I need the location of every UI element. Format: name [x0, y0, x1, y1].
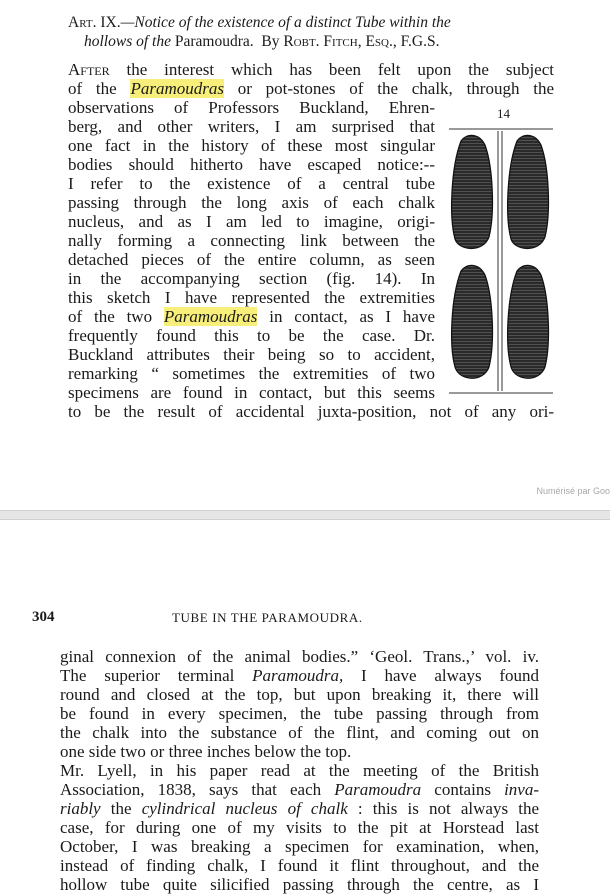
- article-heading-line-2: [84, 32, 439, 51]
- text-line: berg, and other writers, I am surprised that: [68, 117, 435, 136]
- text-line: be found in every specimen, the tube passing through from: [60, 704, 539, 723]
- page-separator: [0, 510, 610, 520]
- article-heading-line-1: [68, 13, 451, 32]
- text-line: Association, 1838, says that each Paramoudra contains inva-: [60, 780, 539, 799]
- text-line: the chalk into the substance of the flint, and coming out on: [60, 723, 539, 742]
- text-line: October, I was breaking a specimen for examination, when,: [60, 837, 539, 856]
- text-line: instead of finding chalk, I found it flint throughout, and the: [60, 856, 539, 875]
- article-title-part-2: hollows of the: [84, 33, 171, 50]
- text-line: The superior terminal Paramoudra, I have always found: [60, 666, 540, 685]
- text-line: remarking “ sometimes the extremities of two: [68, 364, 435, 383]
- text-line: hollow tube quite silicified passing through the centre, as I: [60, 875, 539, 894]
- text-line: nucleus, and as I am led to imagine, origi-: [68, 212, 435, 231]
- text-line: round and closed at the top, but upon breaking it, there will: [60, 685, 539, 704]
- text-line: of the Paramoudras or pot-stones of the chalk, through the: [68, 79, 554, 98]
- text-line: of the two Paramoudras in contact, as I have: [68, 307, 436, 326]
- text-line: passing through the long axis of each chalk: [68, 193, 435, 212]
- text-line: specimens are found in contact, but this seems: [68, 383, 435, 402]
- highlighted-term: Paramoudras: [130, 79, 224, 98]
- text-line: Buckland attributes their being so to accident,: [68, 345, 435, 364]
- text-line: one side two or three inches below the top.: [60, 742, 352, 761]
- article-title-part-3: Paramoudra.: [174, 33, 254, 50]
- text-line: ginal connexion of the animal bodies.” ‘Geol. Trans.,’ vol. iv.: [60, 647, 539, 666]
- text-line: riably the cylindrical nucleus of chalk : this is not always the: [60, 799, 539, 818]
- page-number: 304: [32, 609, 55, 625]
- text-line: detached pieces of the entire column, as seen: [68, 250, 435, 269]
- article-title-part-1: —Notice of the existence of a distinct Tube within the: [120, 14, 451, 31]
- text-line: nally forming a connecting link between the: [68, 231, 435, 250]
- text-line: case, for during one of my visits to the pit at Horstead last: [60, 818, 539, 837]
- text-line: observations of Professors Buckland, Ehren-: [68, 98, 435, 117]
- text-line: this sketch I have represented the extremities: [68, 288, 435, 307]
- article-author: Robt. Fitch: [283, 33, 358, 50]
- text-line: I refer to the existence of a central tube: [68, 174, 435, 193]
- scan-watermark: Numérisé par Goo: [536, 486, 610, 496]
- article-credentials: , Esq., F.G.S.: [357, 33, 440, 50]
- running-head: TUBE IN THE PARAMOUDRA.: [172, 610, 363, 625]
- paramoudra-section-figure: [447, 127, 555, 395]
- highlighted-term: Paramoudras: [163, 307, 258, 326]
- text-line: to be the result of accidental juxta-position, not of any ori-: [68, 402, 554, 421]
- figure-number: 14: [497, 106, 510, 121]
- text-line: in the accompanying section (fig. 14). In: [68, 269, 435, 288]
- text-line: bodies should hitherto have escaped notice:--: [68, 155, 435, 174]
- text-line: After the interest which has been felt upon the subject: [68, 60, 554, 79]
- article-number: Art. IX.: [68, 14, 121, 31]
- article-by: By: [261, 33, 280, 50]
- text-line: one fact in the history of these most singular: [68, 136, 435, 155]
- text-line: Mr. Lyell, in his paper read at the meeting of the British: [60, 761, 539, 780]
- text-line: frequently found this to be the case. Dr.: [68, 326, 435, 345]
